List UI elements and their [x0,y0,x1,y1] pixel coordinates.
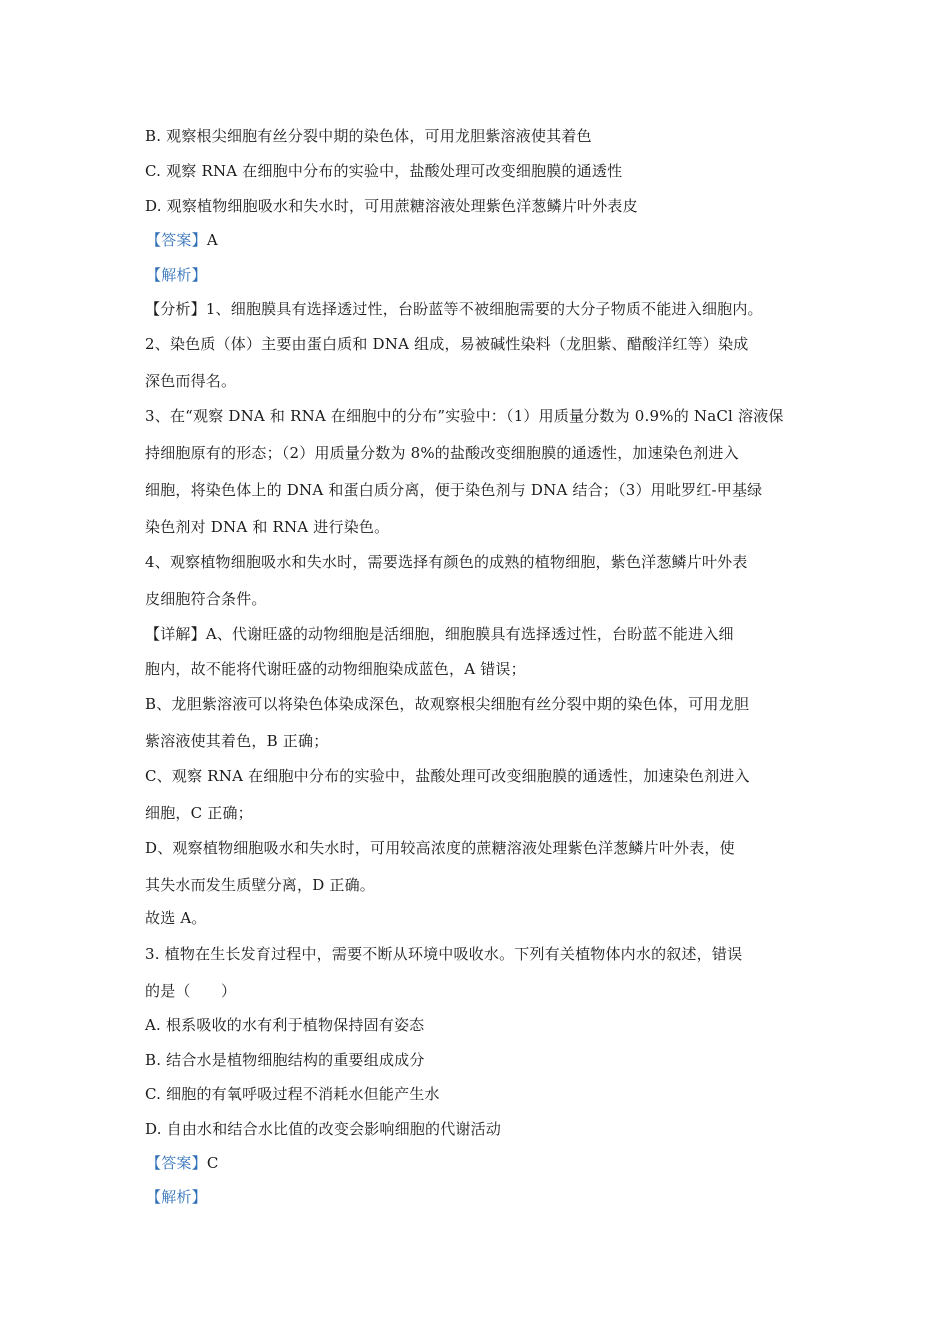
q2-detail-b1: B、龙胆紫溶液可以将染色体染成深色，故观察根尖细胞有丝分裂中期的染色体，可用龙胆 [145,695,750,713]
q2-fenxi-3b: 持细胞原有的形态；（2）用质量分数为 8%的盐酸改变细胞膜的通透性，加速染色剂进入 [145,444,739,462]
fenxi-text-1: 1、细胞膜具有选择透过性，台盼蓝等不被细胞需要的大分子物质不能进入细胞内。 [205,300,763,318]
q2-detail-c2: 细胞，C 正确； [145,804,253,822]
answer-tag: 【答案】 [146,1154,207,1172]
q3-analysis-line [146,1187,826,1207]
q2-fenxi-4b: 皮细胞符合条件。 [145,590,267,608]
q2-detail-d2: 其失水而发生质壁分离，D 正确。 [145,876,375,894]
detail-text-a1: A、代谢旺盛的动物细胞是活细胞，细胞膜具有选择透过性，台盼蓝不能进入细 [205,625,734,643]
analysis-tag: 【解析】 [146,266,207,284]
detail-tag: 【详解】 [145,625,206,643]
q3-stem-1: 3. 植物在生长发育过程中，需要不断从环境中吸收水。下列有关植物体内水的叙述，错误 [145,945,743,963]
q2-detail-a2: 胞内，故不能将代谢旺盛的动物细胞染成蓝色，A 错误； [145,660,526,678]
q2-option-c: C. 观察 RNA 在细胞中分布的实验中，盐酸处理可改变细胞膜的通透性 [145,162,623,180]
fenxi-tag: 【分析】 [145,300,206,318]
q2-option-b: B. 观察根尖细胞有丝分裂中期的染色体，可用龙胆紫溶液使其着色 [145,127,592,145]
answer-value: C [206,1154,219,1172]
analysis-tag: 【解析】 [146,1188,207,1206]
q2-fenxi-3a: 3、在“观察 DNA 和 RNA 在细胞中的分布”实验中：（1）用质量分数为 0.9%的 NaCl 溶液保 [145,407,784,425]
q2-answer-line [146,230,826,250]
q2-detail-line-a1 [145,624,825,644]
q2-fenxi-2a: 2、染色质（体）主要由蛋白质和 DNA 组成，易被碱性染料（龙胆紫、醋酸洋红等）染成 [145,335,749,353]
q2-analysis-line [146,265,826,285]
q2-detail-b2: 紫溶液使其着色，B 正确； [145,732,329,750]
q3-stem-2: 的是（ ） [145,982,237,1000]
q2-fenxi-3d: 染色剂对 DNA 和 RNA 进行染色。 [145,518,390,536]
q2-fenxi-3c: 细胞，将染色体上的 DNA 和蛋白质分离，便于染色剂与 DNA 结合；（3）用吡罗红-甲基绿 [145,481,763,499]
q3-option-c: C. 细胞的有氧呼吸过程不消耗水但能产生水 [145,1085,440,1103]
q2-detail-c1: C、观察 RNA 在细胞中分布的实验中，盐酸处理可改变细胞膜的通透性，加速染色剂进入 [145,767,750,785]
q2-fenxi-2b: 深色而得名。 [145,372,237,390]
q2-fenxi-4a: 4、观察植物细胞吸水和失水时，需要选择有颜色的成熟的植物细胞，紫色洋葱鳞片叶外表 [145,553,748,571]
answer-tag: 【答案】 [146,231,207,249]
q3-answer-line [146,1153,826,1173]
q2-fenxi-line-1 [145,299,825,319]
answer-value: A [206,231,218,249]
q3-option-b: B. 结合水是植物细胞结构的重要组成成分 [145,1051,425,1069]
q3-option-d: D. 自由水和结合水比值的改变会影响细胞的代谢活动 [145,1120,502,1138]
q2-option-d: D. 观察植物细胞吸水和失水时，可用蔗糖溶液处理紫色洋葱鳞片叶外表皮 [145,197,638,215]
q3-option-a: A. 根系吸收的水有利于植物保持固有姿态 [145,1016,425,1034]
q2-detail-d1: D、观察植物细胞吸水和失水时，可用较高浓度的蔗糖溶液处理紫色洋葱鳞片叶外表，使 [145,839,735,857]
q2-conclusion: 故选 A。 [145,909,207,927]
